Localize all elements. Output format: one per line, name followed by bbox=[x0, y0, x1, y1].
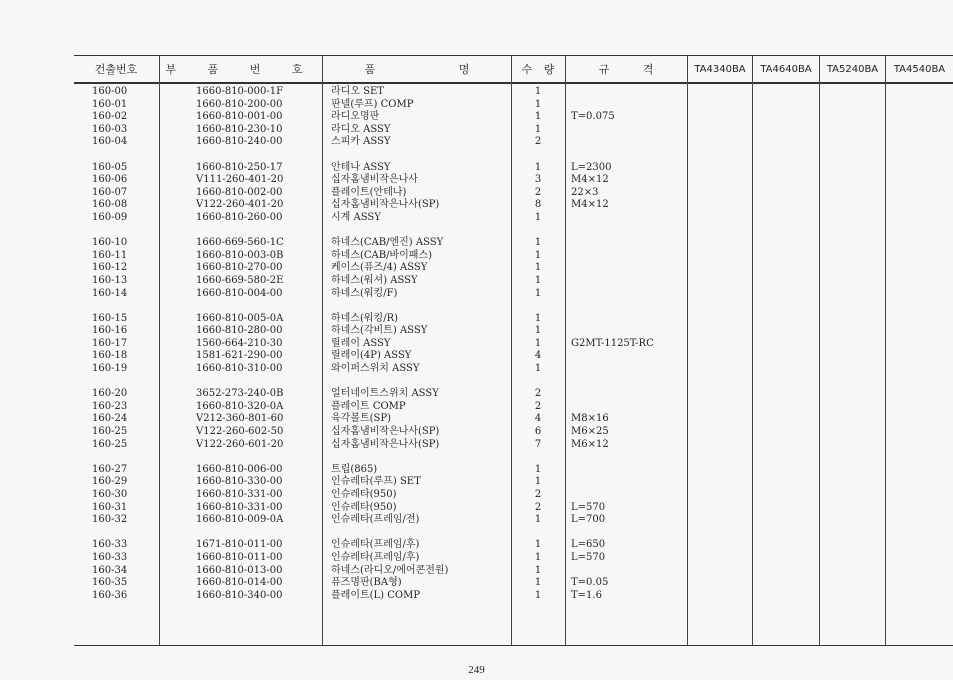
construction-no-cell: 160-05 bbox=[92, 161, 128, 173]
part-no-cell: 1660-810-310-00 bbox=[196, 363, 283, 375]
specification-cell: M6×25 bbox=[571, 426, 609, 438]
construction-no-cell: 160-20 bbox=[92, 388, 128, 400]
part-name-cell: 인슈레타(프레임/후) bbox=[331, 551, 420, 563]
column-part-no bbox=[196, 86, 306, 602]
construction-no-cell: 160-17 bbox=[92, 337, 128, 349]
part-name-cell: 판넬(루프) COMP bbox=[331, 98, 414, 110]
quantity-cell: 3 bbox=[534, 174, 542, 186]
part-no-cell: 1660-810-009-0A bbox=[196, 514, 284, 526]
part-no-cell: V122-260-602-50 bbox=[196, 426, 284, 438]
header-model-4: TA4540BA bbox=[893, 64, 946, 75]
part-name-cell: 라디오명판 bbox=[331, 111, 380, 123]
quantity-cell: 1 bbox=[534, 577, 542, 589]
specification-cell bbox=[571, 86, 681, 99]
construction-no-cell: 160-02 bbox=[92, 111, 128, 123]
group-spacer bbox=[331, 225, 506, 238]
construction-no-cell: 160-03 bbox=[92, 123, 128, 135]
group-spacer bbox=[196, 527, 306, 540]
construction-no-cell: 160-27 bbox=[92, 463, 128, 475]
construction-no-cell: 160-10 bbox=[92, 237, 128, 249]
construction-no-cell: 160-07 bbox=[92, 186, 128, 198]
quantity-cell: 2 bbox=[534, 388, 542, 400]
quantity-cell: 1 bbox=[534, 262, 542, 274]
quantity-cell: 1 bbox=[534, 123, 542, 135]
part-name-cell: 케이스(퓨즈/4) ASSY bbox=[331, 262, 428, 274]
specification-cell: 22×3 bbox=[571, 186, 599, 198]
quantity-cell: 2 bbox=[534, 136, 542, 148]
quantity-cell: 1 bbox=[534, 476, 542, 488]
specification-cell: T=0.075 bbox=[571, 111, 615, 123]
part-name-cell: 시계 ASSY bbox=[331, 211, 381, 223]
quantity-cell: 6 bbox=[534, 426, 542, 438]
specification-cell: M4×12 bbox=[571, 199, 609, 211]
group-spacer bbox=[571, 451, 681, 464]
part-no-cell: 1660-810-280-00 bbox=[196, 325, 283, 337]
column-divider bbox=[322, 55, 323, 645]
part-name-cell: 십자홈냄비작은나사(SP) bbox=[331, 426, 440, 438]
specification-cell bbox=[571, 275, 681, 288]
column-divider bbox=[819, 55, 820, 645]
part-no-cell: 1660-810-011-00 bbox=[196, 551, 283, 563]
footer-rule bbox=[74, 645, 953, 646]
part-name-cell: 십자홈냄비작은나사(SP) bbox=[331, 199, 440, 211]
group-spacer bbox=[331, 149, 506, 162]
specification-cell bbox=[571, 476, 681, 489]
part-no-cell: 1660-810-005-0A bbox=[196, 312, 284, 324]
part-name-cell: 와이퍼스위치 ASSY bbox=[331, 363, 420, 375]
quantity-cell: 1 bbox=[534, 539, 542, 551]
quantity-cell: 1 bbox=[534, 337, 542, 349]
column-divider bbox=[752, 55, 753, 645]
group-spacer bbox=[196, 376, 306, 389]
group-spacer bbox=[571, 376, 681, 389]
group-spacer bbox=[531, 451, 545, 464]
quantity-cell: 1 bbox=[534, 211, 542, 223]
construction-no-cell: 160-34 bbox=[92, 564, 128, 576]
specification-cell: M6×12 bbox=[571, 438, 609, 450]
group-spacer bbox=[571, 300, 681, 313]
construction-no-cell: 160-29 bbox=[92, 476, 128, 488]
construction-no-cell: 160-36 bbox=[92, 589, 128, 601]
quantity-cell: 4 bbox=[534, 413, 542, 425]
part-no-cell: V122-260-401-20 bbox=[196, 199, 284, 211]
specification-cell: G2MT-1125T-RC bbox=[571, 337, 654, 349]
quantity-cell: 2 bbox=[534, 501, 542, 513]
group-spacer bbox=[92, 225, 152, 238]
part-no-cell: 1660-810-230-10 bbox=[196, 123, 283, 135]
quantity-cell: 1 bbox=[534, 463, 542, 475]
part-name-cell: 플레이트(L) COMP bbox=[331, 589, 421, 601]
specification-cell bbox=[571, 262, 681, 275]
part-no-cell: 1660-810-001-00 bbox=[196, 111, 283, 123]
header-model-3: TA5240BA bbox=[826, 64, 879, 75]
part-no-cell: 1660-669-580-2E bbox=[196, 274, 284, 286]
part-name-cell: 안테나 ASSY bbox=[331, 161, 391, 173]
part-name-cell: 육각볼트(SP) bbox=[331, 413, 392, 425]
specification-cell bbox=[571, 363, 681, 376]
header-bottom-rule bbox=[74, 82, 953, 84]
part-name-cell: 라디오 ASSY bbox=[331, 123, 391, 135]
quantity-cell: 2 bbox=[534, 489, 542, 500]
specification-cell: L=570 bbox=[571, 501, 606, 513]
quantity-cell: 1 bbox=[534, 237, 542, 249]
group-spacer bbox=[92, 527, 152, 540]
construction-no-cell: 160-31 bbox=[92, 501, 128, 513]
specification-cell: L=700 bbox=[571, 514, 606, 526]
quantity-cell: 2 bbox=[534, 186, 542, 198]
group-spacer bbox=[92, 376, 152, 389]
part-name-cell: 릴레이(4P) ASSY bbox=[331, 350, 412, 362]
part-no-cell: 1660-810-320-0A bbox=[196, 400, 284, 412]
specification-cell bbox=[571, 250, 681, 263]
construction-no-cell: 160-24 bbox=[92, 413, 128, 425]
part-name-cell: 하네스(워킹/F) bbox=[331, 287, 398, 299]
specification-cell bbox=[571, 325, 681, 338]
part-no-cell: V212-360-801-60 bbox=[196, 413, 284, 425]
group-spacer bbox=[331, 451, 506, 464]
header-part-name: 품 명 bbox=[364, 63, 470, 76]
part-name-cell: 하네스(라디오/에어콘전원) bbox=[331, 564, 449, 576]
construction-no-cell: 160-30 bbox=[92, 489, 128, 500]
construction-no-cell: 160-18 bbox=[92, 350, 128, 362]
specification-cell bbox=[571, 350, 681, 363]
quantity-cell: 1 bbox=[534, 249, 542, 261]
construction-no-cell: 160-25 bbox=[92, 426, 128, 438]
specification-cell bbox=[571, 288, 681, 301]
quantity-cell: 1 bbox=[534, 98, 542, 110]
group-spacer bbox=[571, 225, 681, 238]
part-no-cell: 1660-810-200-00 bbox=[196, 98, 283, 110]
part-no-cell: V111-260-401-20 bbox=[196, 174, 284, 186]
part-no-cell: 1660-669-560-1C bbox=[196, 237, 284, 249]
construction-no-cell: 160-00 bbox=[92, 86, 128, 97]
construction-no-cell: 160-16 bbox=[92, 325, 128, 337]
part-name-cell: 인슈레타(950) bbox=[331, 489, 397, 500]
part-no-cell: 1581-621-290-00 bbox=[196, 350, 283, 362]
quantity-cell: 8 bbox=[534, 199, 542, 211]
page-number: 249 bbox=[468, 664, 485, 676]
group-spacer bbox=[531, 376, 545, 389]
construction-no-cell: 160-23 bbox=[92, 400, 128, 412]
part-name-cell: 인슈레타(950) bbox=[331, 501, 397, 513]
part-no-cell: 1660-810-260-00 bbox=[196, 211, 283, 223]
column-divider bbox=[885, 55, 886, 645]
quantity-cell: 1 bbox=[534, 287, 542, 299]
construction-no-cell: 160-33 bbox=[92, 539, 128, 551]
specification-cell: L=650 bbox=[571, 539, 606, 551]
specification-cell: T=1.6 bbox=[571, 589, 602, 601]
part-no-cell: 1660-810-013-00 bbox=[196, 564, 283, 576]
group-spacer bbox=[571, 527, 681, 540]
part-name-cell: 하네스(워킹/R) bbox=[331, 312, 399, 324]
part-name-cell: 스피카 ASSY bbox=[331, 136, 391, 148]
part-name-cell: 플레이트 COMP bbox=[331, 400, 406, 412]
part-no-cell: 1660-810-330-00 bbox=[196, 476, 283, 488]
column-part-name bbox=[331, 86, 506, 602]
part-no-cell: V122-260-601-20 bbox=[196, 438, 284, 450]
construction-no-cell: 160-01 bbox=[92, 98, 128, 110]
specification-cell bbox=[571, 99, 681, 112]
header-specification: 규 격 bbox=[598, 63, 654, 76]
specification-cell bbox=[571, 464, 681, 477]
specification-cell bbox=[571, 237, 681, 250]
group-spacer bbox=[531, 225, 545, 238]
quantity-cell: 1 bbox=[534, 589, 542, 601]
group-spacer bbox=[196, 300, 306, 313]
quantity-cell: 4 bbox=[534, 350, 542, 362]
quantity-cell: 1 bbox=[534, 551, 542, 563]
group-spacer bbox=[331, 300, 506, 313]
part-name-cell: 얼터네이트스위치 ASSY bbox=[331, 388, 439, 400]
construction-no-cell: 160-04 bbox=[92, 136, 128, 148]
header-model-1: TA4340BA bbox=[694, 64, 746, 75]
group-spacer bbox=[196, 149, 306, 162]
construction-no-cell: 160-19 bbox=[92, 363, 128, 375]
header-quantity: 수 량 bbox=[521, 63, 557, 76]
construction-no-cell: 160-08 bbox=[92, 199, 128, 211]
part-name-cell: 십자홈냄비작은나사(SP) bbox=[331, 438, 440, 450]
part-name-cell: 퓨즈명판(BA형) bbox=[331, 577, 402, 589]
part-no-cell: 1660-810-002-00 bbox=[196, 186, 283, 198]
column-divider bbox=[687, 55, 688, 645]
group-spacer bbox=[92, 451, 152, 464]
part-name-cell: 십자홈냄비작은나사 bbox=[331, 174, 418, 186]
construction-no-cell: 160-12 bbox=[92, 262, 128, 274]
group-spacer bbox=[571, 149, 681, 162]
part-name-cell: 하네스(워셔) ASSY bbox=[331, 274, 418, 286]
part-no-cell: 1660-810-003-0B bbox=[196, 249, 284, 261]
part-name-cell: 릴레이 ASSY bbox=[331, 337, 391, 349]
column-divider bbox=[565, 55, 566, 645]
part-no-cell: 3652-273-240-0B bbox=[196, 388, 284, 400]
quantity-cell: 1 bbox=[534, 86, 542, 97]
group-spacer bbox=[331, 527, 506, 540]
part-name-cell: 인슈레타(프레임/전) bbox=[331, 514, 420, 526]
construction-no-cell: 160-15 bbox=[92, 312, 128, 324]
specification-cell bbox=[571, 136, 681, 149]
construction-no-cell: 160-06 bbox=[92, 174, 128, 186]
part-no-cell: 1660-810-240-00 bbox=[196, 136, 283, 148]
specification-cell: T=0.05 bbox=[571, 577, 609, 589]
group-spacer bbox=[531, 300, 545, 313]
quantity-cell: 1 bbox=[534, 363, 542, 375]
specification-cell bbox=[571, 124, 681, 137]
quantity-cell: 1 bbox=[534, 312, 542, 324]
group-spacer bbox=[92, 300, 152, 313]
quantity-cell: 1 bbox=[534, 161, 542, 173]
quantity-cell: 1 bbox=[534, 274, 542, 286]
specification-cell bbox=[571, 401, 681, 414]
column-quantity bbox=[531, 86, 545, 602]
part-no-cell: 1671-810-011-00 bbox=[196, 539, 283, 551]
part-no-cell: 1660-810-331-00 bbox=[196, 501, 283, 513]
group-spacer bbox=[196, 451, 306, 464]
group-spacer bbox=[531, 149, 545, 162]
header-top-rule bbox=[74, 55, 953, 56]
specification-cell bbox=[571, 489, 681, 502]
part-no-cell: 1660-810-340-00 bbox=[196, 589, 283, 601]
specification-cell: L=2300 bbox=[571, 161, 612, 173]
quantity-cell: 2 bbox=[534, 400, 542, 412]
part-no-cell: 1660-810-004-00 bbox=[196, 287, 283, 299]
specification-cell: L=570 bbox=[571, 551, 606, 563]
part-no-cell: 1560-664-210-30 bbox=[196, 337, 283, 349]
quantity-cell: 1 bbox=[534, 564, 542, 576]
part-name-cell: 하네스(CAB/바이패스) bbox=[331, 249, 433, 261]
specification-cell bbox=[571, 565, 681, 578]
construction-no-cell: 160-14 bbox=[92, 287, 128, 299]
header-model-2: TA4640BA bbox=[760, 64, 812, 75]
specification-cell bbox=[571, 313, 681, 326]
part-name-cell: 하네스(각비트) ASSY bbox=[331, 325, 428, 337]
quantity-cell: 7 bbox=[534, 438, 542, 450]
construction-no-cell: 160-09 bbox=[92, 211, 128, 223]
part-name-cell: 인슈레타(루프) SET bbox=[331, 476, 421, 488]
header-construction-no: 건출번호 bbox=[94, 63, 138, 76]
construction-no-cell: 160-11 bbox=[92, 249, 128, 261]
construction-no-cell: 160-13 bbox=[92, 274, 128, 286]
group-spacer bbox=[196, 225, 306, 238]
specification-cell bbox=[571, 212, 681, 225]
part-no-cell: 1660-810-000-1F bbox=[196, 86, 284, 97]
part-no-cell: 1660-810-331-00 bbox=[196, 489, 283, 500]
column-specification bbox=[571, 86, 681, 602]
part-name-cell: 플레이트(안테나) bbox=[331, 186, 407, 198]
part-no-cell: 1660-810-250-17 bbox=[196, 161, 283, 173]
specification-cell bbox=[571, 388, 681, 401]
construction-no-cell: 160-35 bbox=[92, 577, 128, 589]
part-name-cell: 트립(865) bbox=[331, 463, 378, 475]
group-spacer bbox=[531, 527, 545, 540]
quantity-cell: 1 bbox=[534, 514, 542, 526]
construction-no-cell: 160-25 bbox=[92, 438, 128, 450]
column-divider bbox=[511, 55, 512, 645]
quantity-cell: 1 bbox=[534, 111, 542, 123]
column-construction-no bbox=[92, 86, 152, 602]
construction-no-cell: 160-32 bbox=[92, 514, 128, 526]
column-divider bbox=[159, 55, 160, 645]
group-spacer bbox=[92, 149, 152, 162]
part-name-cell: 라디오 SET bbox=[331, 86, 384, 97]
group-spacer bbox=[331, 376, 506, 389]
part-name-cell: 하네스(CAB/엔진) ASSY bbox=[331, 237, 444, 249]
part-no-cell: 1660-810-006-00 bbox=[196, 463, 283, 475]
construction-no-cell: 160-33 bbox=[92, 551, 128, 563]
part-no-cell: 1660-810-014-00 bbox=[196, 577, 283, 589]
part-name-cell: 인슈레타(프레임/후) bbox=[331, 539, 420, 551]
quantity-cell: 1 bbox=[534, 325, 542, 337]
specification-cell: M8×16 bbox=[571, 413, 609, 425]
header-part-no: 부 품 번 호 bbox=[165, 63, 317, 76]
part-no-cell: 1660-810-270-00 bbox=[196, 262, 283, 274]
specification-cell: M4×12 bbox=[571, 174, 609, 186]
